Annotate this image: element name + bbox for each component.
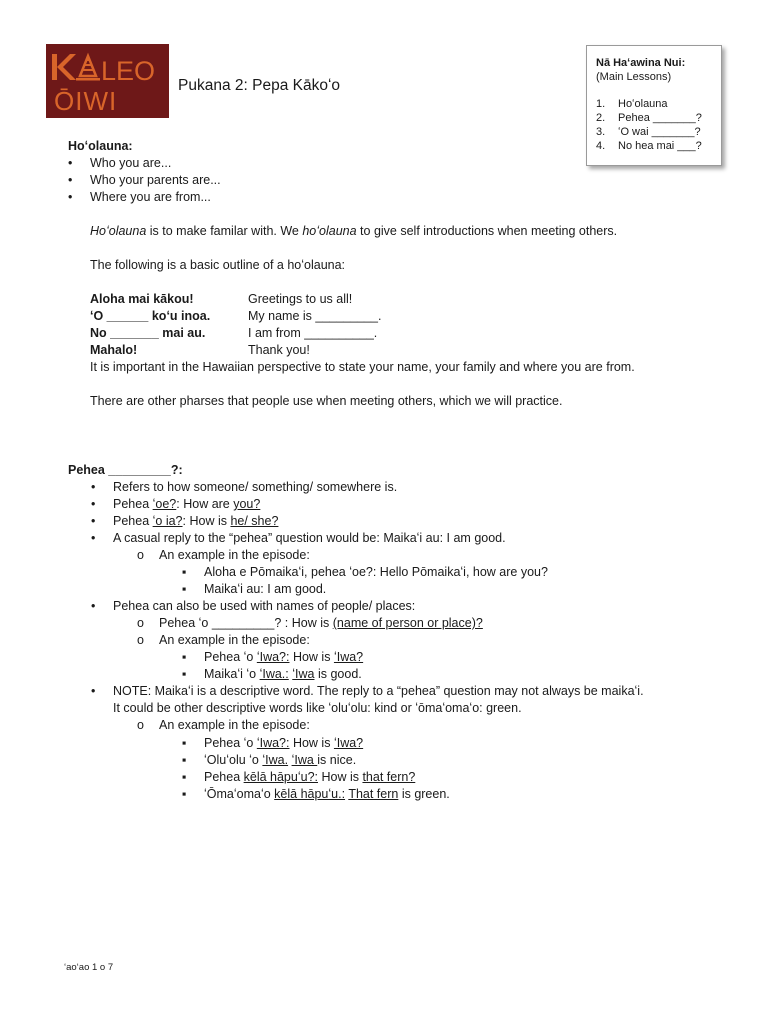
holauna-bullet: • Where you are from...: [68, 190, 211, 204]
lesson-item: 3. ʻO wai _______?: [596, 126, 701, 138]
pehea-example: ▪ Aloha e Pōmaikaʻi, pehea ʻoe?: Hello Pōmaikaʻi, how are you?: [182, 565, 548, 579]
holauna-definition: Hoʻolauna is to make familar with. We hoʻolauna to give self introductions when meeting others.: [90, 224, 618, 238]
pehea-bullet: • Refers to how someone/ something/ somewhere is.: [91, 480, 398, 494]
pehea-example: ▪ ʻŌmaʻomaʻo kēlā hāpuʻu.: That fern is green.: [182, 787, 450, 801]
svg-text:ŌIWI: ŌIWI: [54, 86, 118, 116]
outline-english: I am from __________.: [248, 326, 378, 340]
pehea-subitem: o An example in the episode:: [137, 718, 310, 732]
page-number: ʻaoʻao 1 o 7: [64, 962, 114, 973]
pehea-bullet: • Pehea ʻoe?: How are you?: [91, 497, 261, 511]
lessons-list: [596, 97, 721, 153]
outline-hawaiian: No _______ mai au.: [90, 326, 206, 340]
outline-english: Thank you!: [248, 343, 310, 357]
pehea-example: ▪ Maikaʻi au: I am good.: [182, 582, 327, 596]
pehea-bullet: • Pehea can also be used with names of people/ places:: [91, 599, 416, 613]
pehea-example: ▪ Pehea kēlā hāpuʻu?: How is that fern?: [182, 770, 416, 784]
holauna-bullet: • Who your parents are...: [68, 173, 221, 187]
lesson-item: 2. Pehea _______?: [596, 112, 702, 124]
pehea-subitem: o An example in the episode:: [137, 633, 310, 647]
outline-english: My name is _________.: [248, 309, 382, 323]
pehea-note-continuation: It could be other descriptive words like ʻoluʻolu: kind or ʻōmaʻomaʻo: green.: [113, 701, 522, 715]
outline-english: Greetings to us all!: [248, 292, 353, 306]
pehea-bullet: • NOTE: Maikaʻi is a descriptive word. The reply to a “pehea” question may not always be maikaʻi.: [91, 684, 644, 698]
pehea-example: ▪ Pehea ʻo ʻIwa?: How is ʻIwa?: [182, 736, 364, 750]
svg-text:LEO: LEO: [101, 56, 156, 86]
pehea-bullet: • A casual reply to the “pehea” question would be: Maikaʻi au: I am good.: [91, 531, 506, 545]
pehea-subitem: o Pehea ʻo _________? : How is (name of person or place)?: [137, 616, 483, 630]
lessons-title: Nā Haʻawina Nui:: [596, 57, 686, 69]
pehea-example: ▪ Pehea ʻo ʻIwa?: How is ʻIwa?: [182, 650, 364, 664]
pehea-bullet: • Pehea ʻo ia?: How is he/ she?: [91, 514, 279, 528]
lesson-item: 1. Hoʻolauna: [596, 98, 668, 110]
holauna-bullet: • Who you are...: [68, 156, 172, 170]
holauna-heading: Hoʻolauna:: [68, 139, 133, 153]
other-phrases-note: There are other pharses that people use when meeting others, which we will practice.: [90, 394, 563, 408]
main-lessons-box: [586, 45, 722, 166]
kaleo-oiwi-logo: [46, 44, 169, 118]
pehea-example: ▪ ʻOluʻolu ʻo ʻIwa. ʻIwa is nice.: [182, 753, 357, 767]
outline-intro: The following is a basic outline of a hoʻolauna:: [90, 258, 346, 272]
pehea-example: ▪ Maikaʻi ʻo ʻIwa.: ʻIwa is good.: [182, 667, 362, 681]
outline-hawaiian: Aloha mai kākou!: [90, 292, 194, 306]
pehea-heading: Pehea _________?:: [68, 463, 183, 477]
important-note: It is important in the Hawaiian perspective to state your name, your family and where you are from.: [90, 360, 635, 374]
document-title: Pukana 2: Pepa Kākoʻo: [178, 77, 341, 94]
pehea-subitem: o An example in the episode:: [137, 548, 310, 562]
outline-hawaiian: ʻO ______ koʻu inoa.: [90, 309, 211, 323]
lessons-subtitle: (Main Lessons): [596, 71, 672, 83]
outline-hawaiian: Mahalo!: [90, 343, 138, 357]
lesson-item: 4. No hea mai ___?: [596, 140, 702, 152]
